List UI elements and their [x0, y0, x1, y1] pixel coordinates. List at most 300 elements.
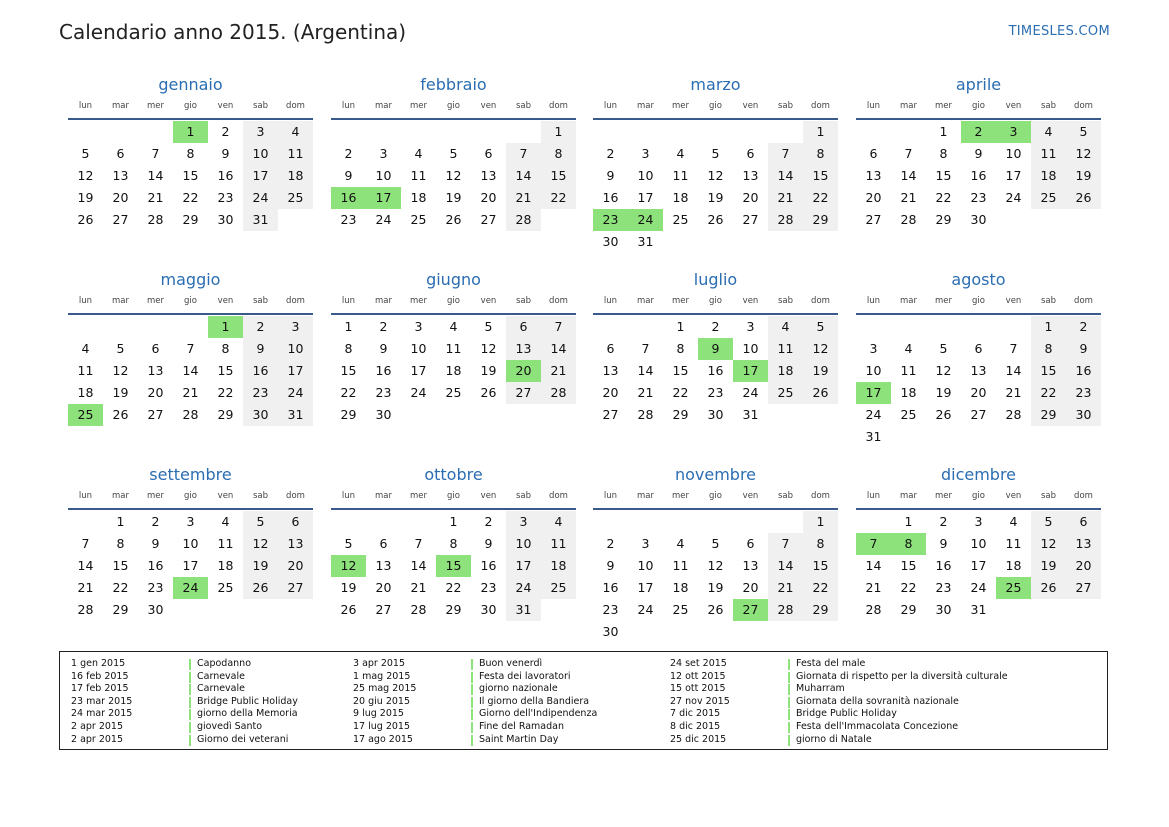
- day-cell[interactable]: 10: [375, 168, 392, 183]
- day-cell[interactable]: 20: [602, 385, 619, 400]
- day-cell[interactable]: 2: [606, 536, 615, 551]
- day-cell[interactable]: 5: [711, 146, 720, 161]
- day-cell[interactable]: 25: [445, 385, 462, 400]
- day-cell[interactable]: 10: [182, 536, 199, 551]
- day-cell[interactable]: 30: [480, 602, 497, 617]
- day-cell[interactable]: 11: [541, 533, 576, 555]
- day-cell[interactable]: 10: [1005, 146, 1022, 161]
- holiday-day[interactable]: 1: [208, 316, 243, 338]
- day-cell[interactable]: 2: [939, 514, 948, 529]
- day-cell[interactable]: 9: [974, 146, 983, 161]
- day-cell[interactable]: 14: [541, 338, 576, 360]
- day-cell[interactable]: 22: [112, 580, 129, 595]
- day-cell[interactable]: 2: [711, 319, 720, 334]
- day-cell[interactable]: 18: [445, 363, 462, 378]
- day-cell[interactable]: 24: [506, 577, 541, 599]
- day-cell[interactable]: 4: [1009, 514, 1018, 529]
- day-cell[interactable]: 25: [1031, 187, 1066, 209]
- day-cell[interactable]: 26: [707, 602, 724, 617]
- day-cell[interactable]: 22: [803, 187, 838, 209]
- day-cell[interactable]: 30: [147, 602, 164, 617]
- day-cell[interactable]: 9: [221, 146, 230, 161]
- day-cell[interactable]: 26: [112, 407, 129, 422]
- day-cell[interactable]: 31: [742, 407, 759, 422]
- day-cell[interactable]: 13: [602, 363, 619, 378]
- day-cell[interactable]: 1: [676, 319, 685, 334]
- day-cell[interactable]: 1: [803, 511, 838, 533]
- day-cell[interactable]: 9: [484, 536, 493, 551]
- day-cell[interactable]: 21: [410, 580, 427, 595]
- holiday-day[interactable]: 25: [68, 404, 103, 426]
- holiday-day[interactable]: 7: [856, 533, 891, 555]
- day-cell[interactable]: 14: [768, 555, 803, 577]
- day-cell[interactable]: 24: [410, 385, 427, 400]
- day-cell[interactable]: 18: [278, 165, 313, 187]
- day-cell[interactable]: 16: [375, 363, 392, 378]
- site-link[interactable]: TIMESLES.COM: [1008, 24, 1110, 39]
- day-cell[interactable]: 14: [77, 558, 94, 573]
- day-cell[interactable]: 3: [869, 341, 878, 356]
- day-cell[interactable]: 8: [939, 146, 948, 161]
- day-cell[interactable]: 7: [414, 536, 423, 551]
- day-cell[interactable]: 23: [707, 385, 724, 400]
- day-cell[interactable]: 10: [243, 143, 278, 165]
- holiday-day[interactable]: 12: [331, 555, 366, 577]
- day-cell[interactable]: 7: [1009, 341, 1018, 356]
- day-cell[interactable]: 21: [506, 187, 541, 209]
- day-cell[interactable]: 27: [112, 212, 129, 227]
- day-cell[interactable]: 10: [742, 341, 759, 356]
- holiday-day[interactable]: 27: [733, 599, 768, 621]
- day-cell[interactable]: 1: [541, 121, 576, 143]
- day-cell[interactable]: 1: [803, 121, 838, 143]
- day-cell[interactable]: 26: [803, 382, 838, 404]
- day-cell[interactable]: 29: [900, 602, 917, 617]
- day-cell[interactable]: 10: [637, 168, 654, 183]
- day-cell[interactable]: 26: [1031, 577, 1066, 599]
- day-cell[interactable]: 13: [506, 338, 541, 360]
- day-cell[interactable]: 11: [900, 363, 917, 378]
- holiday-day[interactable]: 9: [698, 338, 733, 360]
- day-cell[interactable]: 6: [151, 341, 160, 356]
- day-cell[interactable]: 27: [278, 577, 313, 599]
- day-cell[interactable]: 20: [865, 190, 882, 205]
- day-cell[interactable]: 11: [77, 363, 94, 378]
- day-cell[interactable]: 3: [974, 514, 983, 529]
- day-cell[interactable]: 15: [900, 558, 917, 573]
- day-cell[interactable]: 18: [672, 190, 689, 205]
- day-cell[interactable]: 5: [116, 341, 125, 356]
- day-cell[interactable]: 17: [182, 558, 199, 573]
- day-cell[interactable]: 30: [602, 624, 619, 639]
- day-cell[interactable]: 9: [379, 341, 388, 356]
- day-cell[interactable]: 14: [506, 165, 541, 187]
- day-cell[interactable]: 9: [344, 168, 353, 183]
- day-cell[interactable]: 10: [278, 338, 313, 360]
- day-cell[interactable]: 13: [147, 363, 164, 378]
- day-cell[interactable]: 20: [1066, 555, 1101, 577]
- day-cell[interactable]: 27: [1066, 577, 1101, 599]
- day-cell[interactable]: 20: [480, 190, 497, 205]
- day-cell[interactable]: 13: [480, 168, 497, 183]
- day-cell[interactable]: 4: [768, 316, 803, 338]
- day-cell[interactable]: 12: [480, 341, 497, 356]
- day-cell[interactable]: 15: [112, 558, 129, 573]
- day-cell[interactable]: 26: [340, 602, 357, 617]
- day-cell[interactable]: 25: [672, 212, 689, 227]
- day-cell[interactable]: 20: [375, 580, 392, 595]
- day-cell[interactable]: 19: [1031, 555, 1066, 577]
- day-cell[interactable]: 9: [606, 168, 615, 183]
- day-cell[interactable]: 30: [602, 234, 619, 249]
- day-cell[interactable]: 22: [900, 580, 917, 595]
- day-cell[interactable]: 26: [707, 212, 724, 227]
- day-cell[interactable]: 3: [746, 319, 755, 334]
- day-cell[interactable]: 28: [637, 407, 654, 422]
- day-cell[interactable]: 16: [970, 168, 987, 183]
- day-cell[interactable]: 14: [182, 363, 199, 378]
- day-cell[interactable]: 29: [803, 209, 838, 231]
- day-cell[interactable]: 29: [803, 599, 838, 621]
- day-cell[interactable]: 25: [768, 382, 803, 404]
- day-cell[interactable]: 16: [147, 558, 164, 573]
- day-cell[interactable]: 7: [506, 143, 541, 165]
- day-cell[interactable]: 14: [410, 558, 427, 573]
- day-cell[interactable]: 29: [935, 212, 952, 227]
- day-cell[interactable]: 5: [449, 146, 458, 161]
- day-cell[interactable]: 16: [935, 558, 952, 573]
- day-cell[interactable]: 29: [182, 212, 199, 227]
- day-cell[interactable]: 16: [602, 580, 619, 595]
- holiday-day[interactable]: 15: [436, 555, 471, 577]
- day-cell[interactable]: 23: [243, 382, 278, 404]
- day-cell[interactable]: 30: [217, 212, 234, 227]
- day-cell[interactable]: 3: [278, 316, 313, 338]
- day-cell[interactable]: 23: [340, 212, 357, 227]
- day-cell[interactable]: 17: [506, 555, 541, 577]
- day-cell[interactable]: 8: [221, 341, 230, 356]
- day-cell[interactable]: 3: [641, 146, 650, 161]
- day-cell[interactable]: 21: [768, 577, 803, 599]
- day-cell[interactable]: 22: [182, 190, 199, 205]
- day-cell[interactable]: 26: [445, 212, 462, 227]
- holiday-day[interactable]: 17: [856, 382, 891, 404]
- day-cell[interactable]: 9: [939, 536, 948, 551]
- day-cell[interactable]: 31: [865, 429, 882, 444]
- day-cell[interactable]: 11: [278, 143, 313, 165]
- day-cell[interactable]: 5: [939, 341, 948, 356]
- day-cell[interactable]: 22: [935, 190, 952, 205]
- day-cell[interactable]: 2: [243, 316, 278, 338]
- day-cell[interactable]: 15: [340, 363, 357, 378]
- day-cell[interactable]: 20: [970, 385, 987, 400]
- day-cell[interactable]: 5: [344, 536, 353, 551]
- day-cell[interactable]: 29: [112, 602, 129, 617]
- day-cell[interactable]: 20: [742, 190, 759, 205]
- day-cell[interactable]: 6: [506, 316, 541, 338]
- day-cell[interactable]: 9: [243, 338, 278, 360]
- holiday-day[interactable]: 16: [331, 187, 366, 209]
- day-cell[interactable]: 9: [1066, 338, 1101, 360]
- day-cell[interactable]: 28: [147, 212, 164, 227]
- day-cell[interactable]: 9: [151, 536, 160, 551]
- day-cell[interactable]: 12: [707, 558, 724, 573]
- day-cell[interactable]: 7: [541, 316, 576, 338]
- day-cell[interactable]: 21: [147, 190, 164, 205]
- day-cell[interactable]: 23: [480, 580, 497, 595]
- day-cell[interactable]: 8: [541, 143, 576, 165]
- day-cell[interactable]: 6: [116, 146, 125, 161]
- day-cell[interactable]: 11: [445, 341, 462, 356]
- day-cell[interactable]: 26: [480, 385, 497, 400]
- day-cell[interactable]: 22: [445, 580, 462, 595]
- day-cell[interactable]: 13: [278, 533, 313, 555]
- day-cell[interactable]: 6: [484, 146, 493, 161]
- day-cell[interactable]: 6: [746, 146, 755, 161]
- day-cell[interactable]: 21: [77, 580, 94, 595]
- day-cell[interactable]: 21: [1005, 385, 1022, 400]
- day-cell[interactable]: 17: [278, 360, 313, 382]
- day-cell[interactable]: 5: [1066, 121, 1101, 143]
- day-cell[interactable]: 7: [81, 536, 90, 551]
- day-cell[interactable]: 26: [77, 212, 94, 227]
- day-cell[interactable]: 19: [243, 555, 278, 577]
- day-cell[interactable]: 18: [900, 385, 917, 400]
- day-cell[interactable]: 18: [541, 555, 576, 577]
- day-cell[interactable]: 17: [637, 190, 654, 205]
- day-cell[interactable]: 4: [414, 146, 423, 161]
- day-cell[interactable]: 3: [243, 121, 278, 143]
- day-cell[interactable]: 23: [970, 190, 987, 205]
- day-cell[interactable]: 16: [243, 360, 278, 382]
- day-cell[interactable]: 2: [151, 514, 160, 529]
- day-cell[interactable]: 12: [445, 168, 462, 183]
- holiday-day[interactable]: 17: [733, 360, 768, 382]
- day-cell[interactable]: 21: [182, 385, 199, 400]
- day-cell[interactable]: 15: [182, 168, 199, 183]
- day-cell[interactable]: 14: [147, 168, 164, 183]
- day-cell[interactable]: 4: [278, 121, 313, 143]
- day-cell[interactable]: 7: [641, 341, 650, 356]
- day-cell[interactable]: 30: [935, 602, 952, 617]
- day-cell[interactable]: 28: [1005, 407, 1022, 422]
- day-cell[interactable]: 22: [340, 385, 357, 400]
- day-cell[interactable]: 10: [970, 536, 987, 551]
- day-cell[interactable]: 13: [112, 168, 129, 183]
- day-cell[interactable]: 2: [1066, 316, 1101, 338]
- day-cell[interactable]: 30: [243, 404, 278, 426]
- day-cell[interactable]: 22: [217, 385, 234, 400]
- day-cell[interactable]: 12: [803, 338, 838, 360]
- day-cell[interactable]: 28: [410, 602, 427, 617]
- day-cell[interactable]: 11: [217, 536, 234, 551]
- day-cell[interactable]: 4: [541, 511, 576, 533]
- day-cell[interactable]: 21: [865, 580, 882, 595]
- day-cell[interactable]: 21: [768, 187, 803, 209]
- day-cell[interactable]: 18: [217, 558, 234, 573]
- holiday-day[interactable]: 8: [891, 533, 926, 555]
- day-cell[interactable]: 15: [935, 168, 952, 183]
- day-cell[interactable]: 31: [278, 404, 313, 426]
- day-cell[interactable]: 8: [344, 341, 353, 356]
- day-cell[interactable]: 3: [641, 536, 650, 551]
- day-cell[interactable]: 7: [768, 143, 803, 165]
- day-cell[interactable]: 10: [637, 558, 654, 573]
- day-cell[interactable]: 27: [602, 407, 619, 422]
- day-cell[interactable]: 29: [672, 407, 689, 422]
- day-cell[interactable]: 11: [1031, 143, 1066, 165]
- day-cell[interactable]: 1: [904, 514, 913, 529]
- day-cell[interactable]: 15: [803, 555, 838, 577]
- day-cell[interactable]: 20: [147, 385, 164, 400]
- holiday-day[interactable]: 24: [628, 209, 663, 231]
- day-cell[interactable]: 6: [606, 341, 615, 356]
- day-cell[interactable]: 8: [676, 341, 685, 356]
- day-cell[interactable]: 15: [672, 363, 689, 378]
- day-cell[interactable]: 3: [414, 319, 423, 334]
- day-cell[interactable]: 31: [243, 209, 278, 231]
- day-cell[interactable]: 23: [602, 602, 619, 617]
- day-cell[interactable]: 6: [974, 341, 983, 356]
- day-cell[interactable]: 5: [803, 316, 838, 338]
- day-cell[interactable]: 22: [803, 577, 838, 599]
- day-cell[interactable]: 20: [278, 555, 313, 577]
- day-cell[interactable]: 11: [768, 338, 803, 360]
- day-cell[interactable]: 30: [707, 407, 724, 422]
- day-cell[interactable]: 17: [410, 363, 427, 378]
- day-cell[interactable]: 9: [606, 558, 615, 573]
- day-cell[interactable]: 13: [742, 558, 759, 573]
- day-cell[interactable]: 5: [243, 511, 278, 533]
- day-cell[interactable]: 16: [217, 168, 234, 183]
- day-cell[interactable]: 17: [243, 165, 278, 187]
- holiday-day[interactable]: 25: [996, 577, 1031, 599]
- day-cell[interactable]: 27: [970, 407, 987, 422]
- day-cell[interactable]: 7: [186, 341, 195, 356]
- day-cell[interactable]: 20: [112, 190, 129, 205]
- day-cell[interactable]: 25: [410, 212, 427, 227]
- day-cell[interactable]: 11: [672, 558, 689, 573]
- day-cell[interactable]: 13: [375, 558, 392, 573]
- day-cell[interactable]: 8: [116, 536, 125, 551]
- day-cell[interactable]: 4: [221, 514, 230, 529]
- day-cell[interactable]: 24: [375, 212, 392, 227]
- day-cell[interactable]: 28: [182, 407, 199, 422]
- day-cell[interactable]: 15: [1031, 360, 1066, 382]
- day-cell[interactable]: 8: [449, 536, 458, 551]
- day-cell[interactable]: 15: [541, 165, 576, 187]
- day-cell[interactable]: 18: [77, 385, 94, 400]
- day-cell[interactable]: 5: [711, 536, 720, 551]
- day-cell[interactable]: 3: [506, 511, 541, 533]
- day-cell[interactable]: 2: [379, 319, 388, 334]
- day-cell[interactable]: 12: [112, 363, 129, 378]
- day-cell[interactable]: 13: [1066, 533, 1101, 555]
- day-cell[interactable]: 1: [116, 514, 125, 529]
- day-cell[interactable]: 4: [81, 341, 90, 356]
- day-cell[interactable]: 19: [707, 190, 724, 205]
- day-cell[interactable]: 12: [1031, 533, 1066, 555]
- day-cell[interactable]: 31: [637, 234, 654, 249]
- holiday-day[interactable]: 17: [366, 187, 401, 209]
- day-cell[interactable]: 26: [243, 577, 278, 599]
- day-cell[interactable]: 27: [147, 407, 164, 422]
- day-cell[interactable]: 23: [147, 580, 164, 595]
- day-cell[interactable]: 14: [900, 168, 917, 183]
- day-cell[interactable]: 22: [1031, 382, 1066, 404]
- day-cell[interactable]: 12: [77, 168, 94, 183]
- holiday-day[interactable]: 2: [961, 121, 996, 143]
- day-cell[interactable]: 1: [449, 514, 458, 529]
- day-cell[interactable]: 4: [904, 341, 913, 356]
- day-cell[interactable]: 2: [221, 124, 230, 139]
- day-cell[interactable]: 27: [506, 382, 541, 404]
- day-cell[interactable]: 12: [243, 533, 278, 555]
- day-cell[interactable]: 3: [379, 146, 388, 161]
- day-cell[interactable]: 4: [1031, 121, 1066, 143]
- day-cell[interactable]: 4: [449, 319, 458, 334]
- day-cell[interactable]: 24: [637, 602, 654, 617]
- day-cell[interactable]: 2: [484, 514, 493, 529]
- day-cell[interactable]: 14: [768, 165, 803, 187]
- day-cell[interactable]: 16: [602, 190, 619, 205]
- day-cell[interactable]: 19: [935, 385, 952, 400]
- day-cell[interactable]: 14: [1005, 363, 1022, 378]
- day-cell[interactable]: 2: [344, 146, 353, 161]
- day-cell[interactable]: 31: [970, 602, 987, 617]
- day-cell[interactable]: 28: [768, 599, 803, 621]
- day-cell[interactable]: 28: [900, 212, 917, 227]
- day-cell[interactable]: 23: [217, 190, 234, 205]
- day-cell[interactable]: 15: [217, 363, 234, 378]
- day-cell[interactable]: 25: [900, 407, 917, 422]
- day-cell[interactable]: 11: [410, 168, 427, 183]
- day-cell[interactable]: 1: [939, 124, 948, 139]
- day-cell[interactable]: 4: [676, 536, 685, 551]
- day-cell[interactable]: 27: [865, 212, 882, 227]
- day-cell[interactable]: 3: [186, 514, 195, 529]
- day-cell[interactable]: 12: [935, 363, 952, 378]
- day-cell[interactable]: 6: [746, 536, 755, 551]
- day-cell[interactable]: 18: [768, 360, 803, 382]
- day-cell[interactable]: 17: [637, 580, 654, 595]
- day-cell[interactable]: 5: [484, 319, 493, 334]
- day-cell[interactable]: 24: [1005, 190, 1022, 205]
- day-cell[interactable]: 10: [506, 533, 541, 555]
- holiday-day[interactable]: 24: [173, 577, 208, 599]
- day-cell[interactable]: 30: [375, 407, 392, 422]
- holiday-day[interactable]: 23: [593, 209, 628, 231]
- day-cell[interactable]: 7: [768, 533, 803, 555]
- day-cell[interactable]: 6: [1066, 511, 1101, 533]
- day-cell[interactable]: 26: [935, 407, 952, 422]
- day-cell[interactable]: 11: [672, 168, 689, 183]
- day-cell[interactable]: 11: [1005, 536, 1022, 551]
- day-cell[interactable]: 21: [900, 190, 917, 205]
- day-cell[interactable]: 16: [480, 558, 497, 573]
- day-cell[interactable]: 14: [865, 558, 882, 573]
- day-cell[interactable]: 23: [375, 385, 392, 400]
- day-cell[interactable]: 15: [803, 165, 838, 187]
- day-cell[interactable]: 16: [707, 363, 724, 378]
- day-cell[interactable]: 28: [77, 602, 94, 617]
- day-cell[interactable]: 4: [676, 146, 685, 161]
- day-cell[interactable]: 10: [410, 341, 427, 356]
- day-cell[interactable]: 19: [77, 190, 94, 205]
- day-cell[interactable]: 5: [81, 146, 90, 161]
- holiday-day[interactable]: 3: [996, 121, 1031, 143]
- day-cell[interactable]: 29: [217, 407, 234, 422]
